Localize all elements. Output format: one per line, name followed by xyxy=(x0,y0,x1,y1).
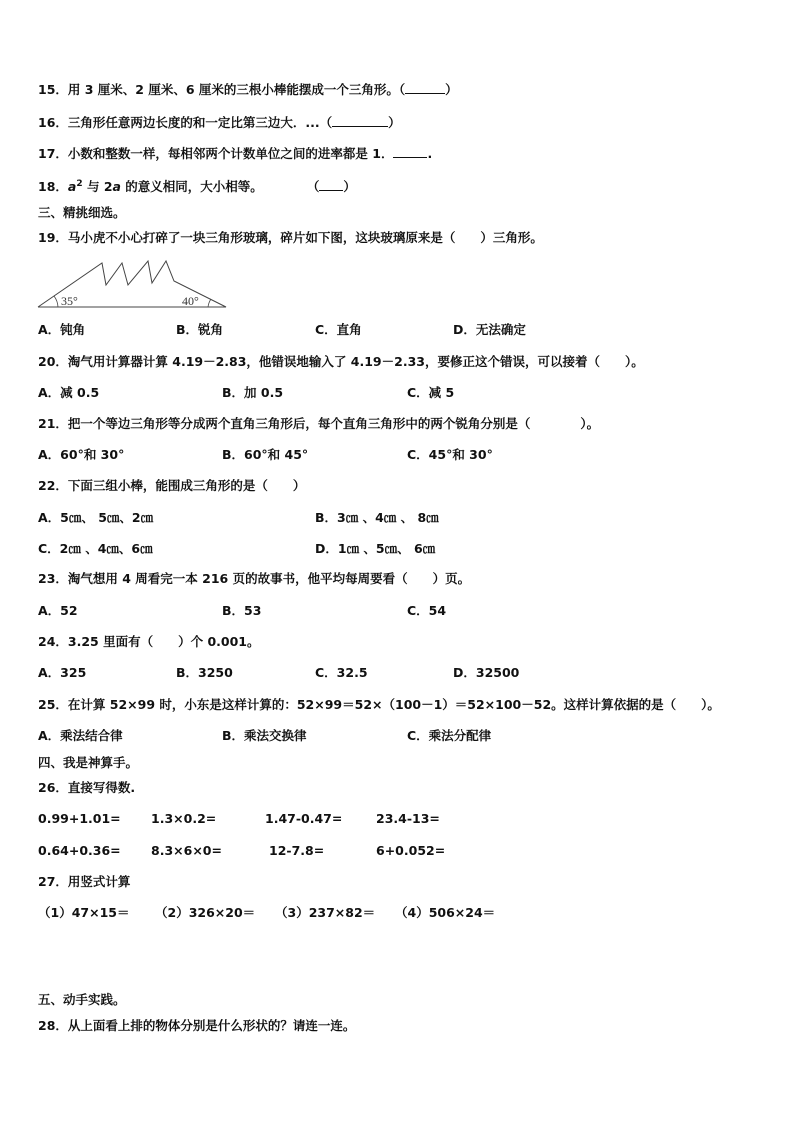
q17-answer-blank[interactable] xyxy=(393,157,427,158)
section-5-title: 五、动手实践。 xyxy=(38,992,126,1007)
q26-item-6: 8.3×6×0= xyxy=(151,843,222,858)
q20-option-c[interactable]: C．减 5 xyxy=(407,385,455,400)
left-angle-arc xyxy=(54,296,58,307)
question-26: 26．直接写得数. xyxy=(38,780,136,795)
q26-item-1: 0.99+1.01= xyxy=(38,811,121,826)
q22-option-c[interactable]: C．2㎝ 、4㎝、6㎝ xyxy=(38,541,153,556)
q15-close: ） xyxy=(445,82,458,97)
q21-option-a[interactable]: A．60°和 30° xyxy=(38,447,125,462)
q25-option-a[interactable]: A．乘法结合律 xyxy=(38,728,123,743)
question-27: 27．用竖式计算 xyxy=(38,874,131,889)
broken-glass-figure xyxy=(36,255,230,311)
q18-variable-a: a xyxy=(67,179,77,195)
q16-number: 16． xyxy=(38,115,68,130)
q20-option-b[interactable]: B．加 0.5 xyxy=(222,385,284,400)
q18-paren-close: ） xyxy=(343,179,356,195)
section-4-title: 四、我是神算手。 xyxy=(38,755,139,770)
q23-option-c[interactable]: C．54 xyxy=(407,603,447,618)
q17-end: . xyxy=(427,146,433,161)
q21-option-c[interactable]: C．45°和 30° xyxy=(407,447,493,462)
question-25: 25．在计算 52×99 时，小东是这样计算的：52×99＝52×（100－1）＝52×100－52。这样计算依据的是（ ）。 xyxy=(38,697,720,712)
right-angle-arc xyxy=(208,299,211,307)
q27-item-2: （2）326×20＝ xyxy=(155,905,256,920)
q27-item-3: （3）237×82＝ xyxy=(275,905,376,920)
q19-option-d[interactable]: D．无法确定 xyxy=(453,322,526,337)
angle-label-left: 35° xyxy=(61,294,78,308)
question-16 xyxy=(38,115,401,131)
q24-option-b[interactable]: B．3250 xyxy=(176,665,233,680)
q22-option-b[interactable]: B．3㎝ 、4㎝ 、 8㎝ xyxy=(315,510,439,525)
q25-option-c[interactable]: C．乘法分配律 xyxy=(407,728,492,743)
q24-option-a[interactable]: A．325 xyxy=(38,665,87,680)
section-3-title: 三、精挑细选。 xyxy=(38,205,126,220)
q26-item-5: 0.64+0.36= xyxy=(38,843,121,858)
q18-paren-open: （ xyxy=(306,179,320,195)
question-21: 21．把一个等边三角形等分成两个直角三角形后，每个直角三角形中的两个锐角分别是（ ）。 xyxy=(38,416,600,431)
question-28: 28．从上面看上排的物体分别是什么形状的？请连一连。 xyxy=(38,1018,356,1033)
q19-option-b[interactable]: B．锐角 xyxy=(176,322,224,337)
q18-text: 的意义相同，大小相等。 xyxy=(120,179,263,195)
q26-item-2: 1.3×0.2= xyxy=(151,811,217,826)
q23-option-b[interactable]: B．53 xyxy=(222,603,262,618)
q22-option-a[interactable]: A．5㎝、 5㎝、2㎝ xyxy=(38,510,154,525)
q18-answer-blank[interactable] xyxy=(319,190,343,191)
q21-option-b[interactable]: B．60°和 45° xyxy=(222,447,309,462)
angle-label-right: 40° xyxy=(182,294,199,308)
question-17 xyxy=(38,146,432,162)
q26-item-7: 12-7.8= xyxy=(269,843,325,858)
q18-exponent: 2 xyxy=(76,179,83,189)
q24-option-d[interactable]: D．32500 xyxy=(453,665,520,680)
q16-answer-blank[interactable] xyxy=(332,126,388,127)
q27-item-1: （1）47×15＝ xyxy=(38,905,130,920)
q15-text: 用 3 厘米、2 厘米、6 厘米的三根小棒能摆成一个三角形。（ xyxy=(67,82,406,97)
question-23: 23．淘气想用 4 周看完一本 216 页的故事书，他平均每周要看（ ）页。 xyxy=(38,571,471,586)
question-15 xyxy=(38,82,458,98)
q19-option-a[interactable]: A．钝角 xyxy=(38,322,86,337)
q20-option-a[interactable]: A．减 0.5 xyxy=(38,385,100,400)
question-18 xyxy=(38,176,356,195)
q17-number: 17． xyxy=(38,146,68,161)
q27-item-4: （4）506×24＝ xyxy=(395,905,496,920)
q19-option-c[interactable]: C．直角 xyxy=(315,322,362,337)
q18-mid: 与 2 xyxy=(82,179,113,195)
q15-answer-blank[interactable] xyxy=(405,93,445,94)
question-20: 20．淘气用计算器计算 4.19－2.83，他错误地输入了 4.19－2.33，要修正这个错误，可以接着（ ）。 xyxy=(38,354,644,369)
q17-text: 小数和整数一样，每相邻两个计数单位之间的进率都是 1． xyxy=(67,146,394,161)
q24-option-c[interactable]: C．32.5 xyxy=(315,665,368,680)
q26-item-4: 23.4-13= xyxy=(376,811,440,826)
q25-option-b[interactable]: B．乘法交换律 xyxy=(222,728,307,743)
q23-option-a[interactable]: A．52 xyxy=(38,603,78,618)
question-19: 19．马小虎不小心打碎了一块三角形玻璃，碎片如下图，这块玻璃原来是（ ）三角形。 xyxy=(38,230,543,245)
q15-number: 15． xyxy=(38,82,68,97)
q18-variable-a2: a xyxy=(112,179,121,195)
q16-text: 三角形任意两边长度的和一定比第三边大．...（ xyxy=(67,115,333,130)
q22-option-d[interactable]: D．1㎝ 、5㎝、 6㎝ xyxy=(315,541,436,556)
q18-number: 18． xyxy=(38,179,68,195)
question-24: 24．3.25 里面有（ ）个 0.001。 xyxy=(38,634,260,649)
question-22: 22．下面三组小棒，能围成三角形的是（ ） xyxy=(38,478,306,493)
q26-item-3: 1.47-0.47= xyxy=(265,811,343,826)
q16-close: ） xyxy=(388,115,401,130)
q26-item-8: 6+0.052= xyxy=(376,843,446,858)
